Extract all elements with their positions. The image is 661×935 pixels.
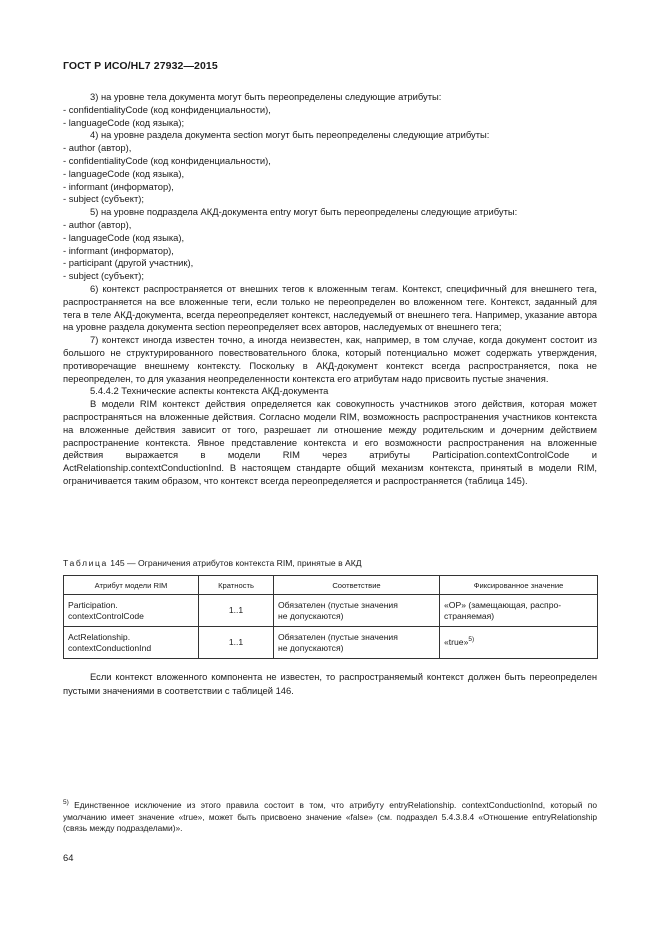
footnote-mark: 5) xyxy=(63,799,69,807)
list-item: - confidentialityCode (код конфиденциальности), xyxy=(63,154,271,166)
list-item: - languageCode (код языка), xyxy=(63,231,185,243)
list-item: - author (автор), xyxy=(63,142,132,154)
list-item: - informant (информатор), xyxy=(63,244,174,256)
table-cell: Participation. contextControlCode xyxy=(64,595,199,627)
list-item: - subject (субъект); xyxy=(63,193,144,205)
list-item: - subject (субъект); xyxy=(63,270,144,282)
paragraph: В модели RIM контекст действия определяется как совокупность участников этого действия, которая может распространяться на вложенные действия. Согласно модели RIM, возможность распространения участников контекста на вложенные действия зависит от того, разрешает ли отношение между родительским и дочерним действием распространение контекста. Явное представление контекста и его возможности распространения на вложенные действия выражается в модели RIM через атрибуты Participation.contextControlCode и ActRelationship.contextConductionInd. В настоящем стандарте общий механизм контекста, принятый в модели RIM, ограничивается таким образом, что контекст всегда переопределяется и распространяется (таблица 145). xyxy=(63,398,597,486)
table-cell: ActRelationship. contextConductionInd xyxy=(64,627,199,659)
table-header-row xyxy=(64,576,598,595)
table-cell: 1..1 xyxy=(199,627,274,659)
paragraph: 6) контекст распространяется от внешних тегов к вложенным тегам. Контекст, специфичный для внешнего тега, распространяется на все вложенные теги, если только не переопределен во вложенном теге. Контекст, заданный для тега в теле АКД-документа, всегда переопределяет контекст, наследуемый от внешнего тега. Например, указание автора на уровне раздела документа section переопределяет всех авторов, наследуемых от внешнего тега; xyxy=(63,282,597,333)
constraints-table xyxy=(63,575,598,659)
paragraph-after-table: Если контекст вложенного компонента не известен, то распространяемый контекст должен быть переопределен пустыми значениями в соответствии с таблицей 146. xyxy=(63,671,597,696)
list-item: - author (автор), xyxy=(63,218,132,230)
table-header-cell: Кратность xyxy=(199,576,274,595)
list-item: - confidentialityCode (код конфиденциальности), xyxy=(63,103,271,115)
page-number: 64 xyxy=(63,852,74,863)
list-item: - participant (другой участник), xyxy=(63,257,194,269)
paragraph: 7) контекст иногда известен точно, а иногда неизвестен, как, например, в том случае, когда документ состоит из большого не структурированного повествовательного блока, который потенциально может содержать утверждения, противоречащие внешнему контексту. Поскольку в АКД-документ контекст всегда распространяется, пока не переопределен, то для указания неопределенности контекста его атрибутам надо присвоить пустые значения. xyxy=(63,334,597,384)
footnote-text: Единственное исключение из этого правила состоит в том, что атрибуту entryRelationship. contextConductionInd, который по умолчанию имеет значение «true», может быть присвоено значение «false» (см. подраздел 5.4.3.8.4 «Отношение entryRelationship (связь между подразделами)». xyxy=(63,800,597,834)
paragraph: 4) на уровне раздела документа section могут быть переопределены следующие атрибуты: xyxy=(90,129,490,141)
document-header: ГОСТ Р ИСО/HL7 27932—2015 xyxy=(63,60,218,72)
footnote xyxy=(63,800,597,835)
table-cell xyxy=(440,627,598,659)
table-cell: 1..1 xyxy=(199,595,274,627)
document-body xyxy=(63,91,597,488)
paragraph: 3) на уровне тела документа могут быть переопределены следующие атрибуты: xyxy=(90,91,442,102)
table-header-cell: Соответствие xyxy=(274,576,440,595)
table-header-cell: Фиксированное значение xyxy=(440,576,598,595)
footnote-ref: 5) xyxy=(468,636,475,644)
paragraph: 5) на уровне подраздела АКД-документа entry могут быть переопределены следующие атрибуты: xyxy=(90,206,518,218)
table-row xyxy=(64,595,598,627)
table-header-cell: Атрибут модели RIM xyxy=(64,576,199,595)
table-cell: Обязателен (пустые значения не допускаются) xyxy=(274,627,440,659)
fixed-value-text: «true» xyxy=(444,637,469,647)
table-row xyxy=(64,627,598,659)
list-item: - languageCode (код языка), xyxy=(63,167,185,179)
table-caption-label: Таблица xyxy=(63,558,108,568)
table-caption-text: 145 — Ограничения атрибутов контекста RIM, принятые в АКД xyxy=(107,558,362,568)
table-caption xyxy=(63,558,362,569)
section-heading: 5.4.4.2 Технические аспекты контекста АКД-документа xyxy=(90,385,329,397)
table-cell: «OP» (замещающая, распро- страняемая) xyxy=(440,595,598,627)
table-cell: Обязателен (пустые значения не допускаются) xyxy=(274,595,440,627)
list-item: - languageCode (код языка); xyxy=(63,116,185,128)
list-item: - informant (информатор), xyxy=(63,180,174,192)
